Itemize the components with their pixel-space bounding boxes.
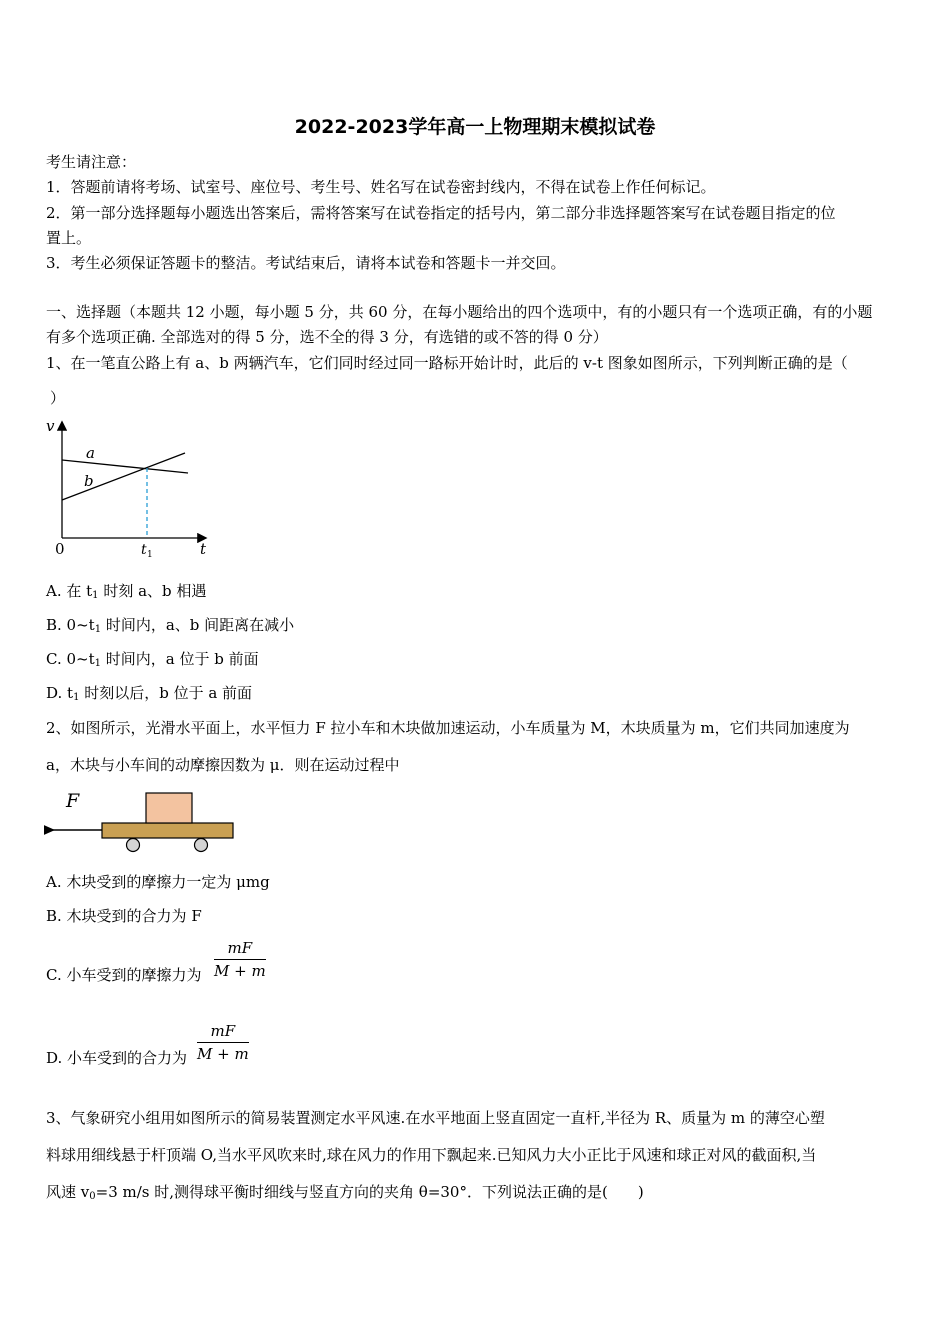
q1-option-c: C. $0\sim t_1$ 时间内，a 位于 b 前面 — [46, 650, 259, 669]
notice-item-1: 1．答题前请将考场、试室号、座位号、考生号、姓名写在试卷密封线内，不得在试卷上作任何标记。 — [46, 178, 716, 196]
q2-cart-diagram — [44, 785, 244, 857]
q2-option-b: B. 木块受到的合力为 F — [46, 907, 202, 925]
q2-cart-wheel-right — [195, 839, 208, 852]
q2-force-label: F — [66, 790, 80, 812]
q1-t1-label: t — [141, 542, 147, 558]
notice-item-2: 2．第一部分选择题每小题选出答案后，需将答案写在试卷指定的括号内，第二部分非选择题答案写在试卷题目指定的位 — [46, 204, 836, 222]
page-title: 2022-2023学年高一上物理期末模拟试卷 — [294, 116, 656, 138]
q1-t1-subscript: 1 — [147, 550, 153, 560]
q2-option-a: A. 木块受到的摩擦力一定为 μmg — [46, 873, 270, 891]
q1-y-axis-label: v — [46, 417, 55, 435]
notice-heading: 考生请注意： — [46, 153, 137, 171]
q2-option-c-denominator: M + m — [214, 962, 266, 980]
q1-line-b — [62, 453, 185, 500]
q1-option-b: B. $0\sim t_1$ 时间内，a、b 间距离在减小 — [46, 616, 295, 635]
q1-line-b-label: b — [84, 472, 94, 490]
q1-vt-graph — [40, 415, 225, 565]
q3-stem-line-1: 3、气象研究小组用如图所示的简易装置测定水平风速.在水平地面上竖直固定一直杆,半径为 R、质量为 m 的薄空心塑 — [46, 1109, 825, 1127]
q1-line-a — [62, 460, 188, 473]
q1-line-a-label: a — [86, 444, 95, 462]
q1-stem-end: ） — [50, 389, 66, 407]
q2-option-d: D. 小车受到的合力为 — [46, 1049, 188, 1067]
q2-option-d-fraction — [197, 1022, 249, 1063]
notice-item-2-cont: 置上。 — [46, 229, 92, 247]
q2-wooden-block — [146, 793, 192, 823]
q2-stem-line-2: a，木块与小车间的动摩擦因数为 μ．则在运动过程中 — [46, 756, 400, 774]
section-intro-line-1: 一、选择题（本题共 12 小题，每小题 5 分，共 60 分，在每小题给出的四个选项中，有的小题只有一个选项正确，有的小题 — [46, 303, 873, 321]
q1-option-d: D. $t_1$ 时刻以后，b 位于 a 前面 — [46, 684, 253, 703]
q2-option-d-numerator: mF — [197, 1022, 249, 1043]
q2-stem-line-1: 2、如图所示，光滑水平面上，水平恒力 F 拉小车和木块做加速运动，小车质量为 M，木块质量为 m，它们共同加速度为 — [46, 719, 850, 737]
q2-cart-body — [102, 823, 233, 838]
q2-option-c: C. 小车受到的摩擦力为 — [46, 966, 202, 984]
q2-cart-wheel-left — [127, 839, 140, 852]
q2-option-d-denominator: M + m — [197, 1045, 249, 1063]
q1-stem: 1、在一笔直公路上有 a、b 两辆汽车，它们同时经过同一路标开始计时，此后的 v-t 图象如图所示，下列判断正确的是（ — [46, 354, 848, 372]
q1-option-a: A. 在 $t_1$ 时刻 a、b 相遇 — [46, 582, 207, 601]
q1-origin-label: 0 — [55, 540, 65, 558]
q2-option-c-numerator: mF — [214, 939, 266, 960]
section-intro-line-2: 有多个选项正确. 全部选对的得 5 分，选不全的得 3 分，有选错的或不答的得 0 分） — [46, 328, 608, 346]
notice-item-3: 3．考生必须保证答题卡的整洁。考试结束后，请将本试卷和答题卡一并交回。 — [46, 254, 566, 272]
q3-stem-line-2: 料球用细线悬于杆顶端 O,当水平风吹来时,球在风力的作用下飘起来.已知风力大小正比于风速和球正对风的截面积,当 — [46, 1146, 817, 1164]
q1-x-axis-label: t — [200, 540, 207, 558]
q2-option-c-fraction — [214, 939, 266, 980]
q3-stem-line-3: 风速 $v_0=3$ m/s 时,测得球平衡时细线与竖直方向的夹角 θ=30°．下列说法正确的是( ) — [46, 1183, 644, 1202]
